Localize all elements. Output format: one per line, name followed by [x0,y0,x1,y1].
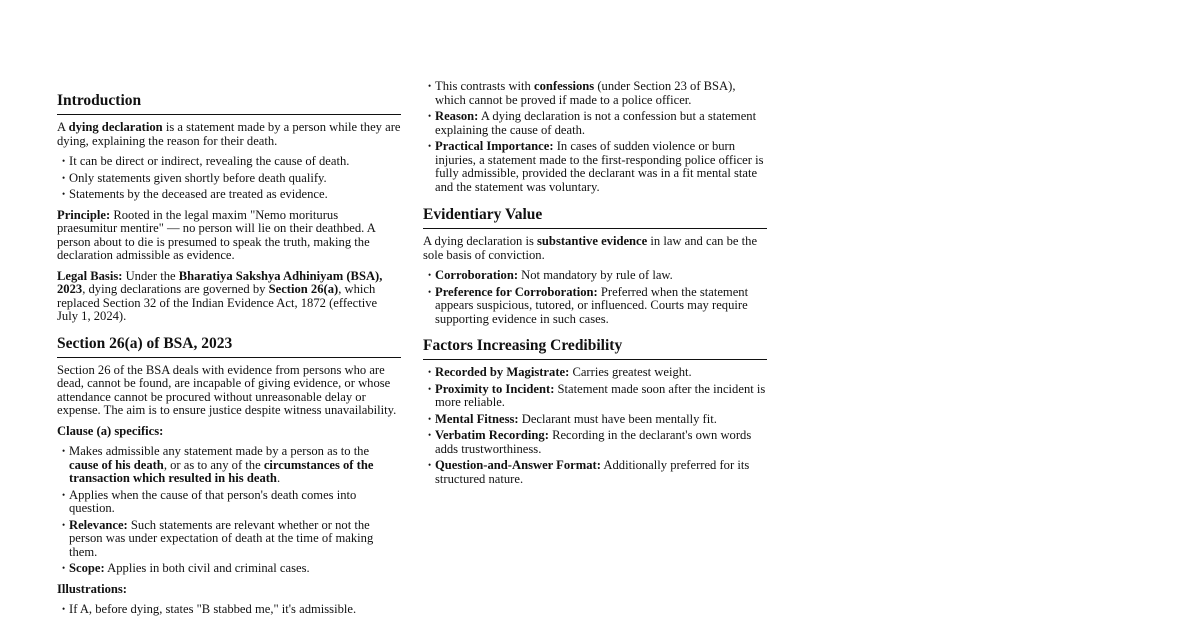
evidentiary-bullet-list [423,269,767,326]
factors-heading: Factors Increasing Credibility [423,337,767,360]
preference-text: Preferred when the statement appears suspicious, tutored, or influenced. Courts may require supporting evidence in such cases. [435,284,749,326]
list-item [423,110,767,137]
list-item [57,519,401,560]
list-item: • Applies when the cause of that person's death comes into question. [57,489,401,516]
factor-label: Question-and-Answer Format: [435,458,601,472]
list-item: • If A, before dying, states "B stabbed me," it's admissible. [57,603,401,617]
factor-text: Statement made soon after the incident is more reliable. [435,381,766,409]
evidentiary-body [423,235,767,262]
illustrations-list [57,603,401,617]
evidentiary-heading: Evidentiary Value [423,206,767,229]
section26-heading: Section 26(a) of BSA, 2023 [57,335,401,358]
list-item [423,80,767,107]
definition-text-2: is a statement made by a person while they are dying, explaining the reason for their death. [57,120,401,148]
principle-paragraph [57,209,401,263]
factor-label: Recorded by Magistrate: [435,365,570,379]
section26-section [57,335,401,617]
relevance-text: Such statements are relevant whether or not the person was under expectation of death at the time of making them. [69,517,374,559]
principle-label: Principle: [57,207,111,222]
practical-label: Practical Importance: [435,139,554,153]
corroboration-text: Not mandatory by rule of law. [518,268,673,282]
clause-bold: cause of his death [69,457,164,472]
list-item [423,383,767,410]
legal-basis-label: Legal Basis: [57,268,123,283]
definition-text: A [57,120,69,134]
clause-label: Clause (a) specifics: [57,423,164,438]
reason-text: A dying declaration is not a confession but a statement explaining the cause of death. [435,109,757,137]
scope-text: Applies in both civil and criminal cases. [104,561,310,575]
clause-bold-2: circumstances of the transaction which resulted in his death [69,457,374,485]
preference-label: Preference for Corroboration: [435,284,598,299]
practical-text: In cases of sudden violence or burn injuries, a statement made to the first-responding police officer is fully admissible, provided the declarant was in a fit mental state and the statement was voluntary. [435,139,764,194]
relevance-label: Relevance: [69,517,128,532]
right-column [423,80,767,497]
list-item: • It can be direct or indirect, revealing the cause of death. [57,155,401,169]
list-item: • Only statements given shortly before death qualify. [57,172,401,186]
clause-text-3: . [276,471,281,485]
bsa-name: Bharatiya Sakshya Adhiniyam (BSA), 2023 [57,268,383,296]
factor-label: Mental Fitness: [435,411,519,426]
list-item [423,459,767,486]
list-item [57,445,401,486]
contrast-text: This contrasts with [435,79,534,93]
definition-term: dying declaration [68,120,163,134]
factor-text: Additionally preferred for its structured nature. [435,458,750,486]
contrast-bullet-list [423,80,767,194]
principle-text: Rooted in the legal maxim "Nemo moriturus praesumitur mentire" — no person will lie on their deathbed. A person about to die is presumed to speak the truth, making the declaration admissible as evidence. [57,207,376,262]
intro-bullet-list [57,155,401,202]
evidentiary-section [423,206,767,326]
factor-text: Declarant must have been mentally fit. [518,411,717,426]
definition-paragraph [57,121,401,148]
left-column [57,92,401,628]
list-item [423,286,767,327]
factor-text: Recording in the declarant's own words adds trustworthiness. [435,428,752,456]
legal-basis-paragraph [57,270,401,324]
scope-label: Scope: [69,561,105,575]
evidentiary-text: A dying declaration is [423,234,538,248]
clause-bullet-list [57,445,401,576]
section-reference: Section 26(a) [268,282,339,296]
list-item: • Statements by the deceased are treated as evidence. [57,188,401,202]
introduction-section [57,92,401,324]
section26-body: Section 26 of the BSA deals with evidence from persons who are dead, cannot be found, are incapable of giving evidence, or whose attendance cannot be procured without unreasonable delay or expense. The aim is to ensure justice despite witness unavailability. [57,362,397,417]
clause-text: Makes admissible any statement made by a person as to the [69,444,370,458]
corroboration-label: Corroboration: [435,268,519,282]
factor-label: Verbatim Recording: [435,428,549,442]
list-item [57,562,401,576]
factors-section [423,337,767,486]
factor-label: Proximity to Incident: [435,381,555,396]
clause-text-2: , or as to any of the [163,457,264,472]
factors-bullet-list [423,366,767,486]
list-item [423,413,767,427]
introduction-heading: Introduction [57,92,401,115]
reason-label: Reason: [435,109,479,123]
legal-basis-text: Under the [122,268,179,283]
list-item [423,366,767,380]
factor-text: Carries greatest weight. [569,365,692,379]
confessions-term: confessions [534,79,595,93]
illustrations-label: Illustrations: [57,581,127,596]
list-item [423,429,767,456]
legal-basis-text-2: , dying declarations are governed by [82,282,269,296]
list-item [423,269,767,283]
evidentiary-text-2: in law and can be the sole basis of conviction. [423,234,758,262]
contrast-text-2: (under Section 23 of BSA), which cannot be proved if made to a police officer. [435,79,736,107]
list-item [423,140,767,194]
substantive-term: substantive evidence [537,234,648,248]
legal-basis-text-3: , which replaced Section 32 of the Indian Evidence Act, 1872 (effective July 1, 2024). [57,282,378,323]
